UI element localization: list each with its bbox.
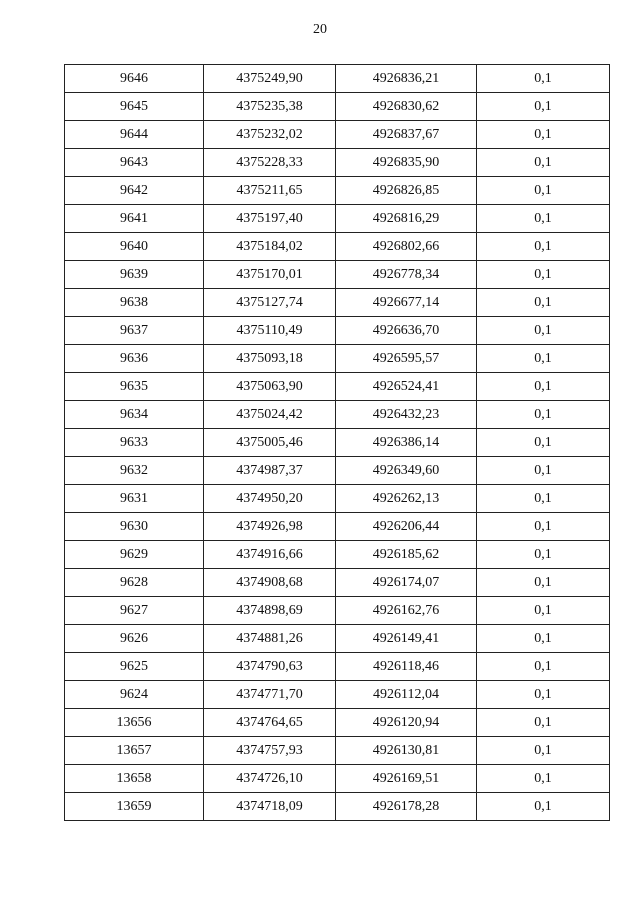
x-coordinate-cell: 4375197,40 [204, 205, 336, 233]
point-number-cell: 9636 [65, 345, 204, 373]
table-row [65, 93, 610, 121]
point-number-cell: 9634 [65, 401, 204, 429]
y-coordinate-cell: 4926802,66 [336, 233, 477, 261]
table-row [65, 625, 610, 653]
y-coordinate-cell: 4926816,29 [336, 205, 477, 233]
coordinates-table [64, 64, 610, 821]
table-row [65, 457, 610, 485]
error-cell: 0,1 [477, 485, 610, 513]
x-coordinate-cell: 4375093,18 [204, 345, 336, 373]
point-number-cell: 9632 [65, 457, 204, 485]
error-cell: 0,1 [477, 317, 610, 345]
x-coordinate-cell: 4374881,26 [204, 625, 336, 653]
y-coordinate-cell: 4926386,14 [336, 429, 477, 457]
table-row [65, 401, 610, 429]
error-cell: 0,1 [477, 513, 610, 541]
x-coordinate-cell: 4375110,49 [204, 317, 336, 345]
y-coordinate-cell: 4926185,62 [336, 541, 477, 569]
y-coordinate-cell: 4926432,23 [336, 401, 477, 429]
x-coordinate-cell: 4375063,90 [204, 373, 336, 401]
table-row [65, 541, 610, 569]
table-row [65, 373, 610, 401]
table-row [65, 569, 610, 597]
coordinates-table-body [65, 65, 610, 821]
point-number-cell: 9639 [65, 261, 204, 289]
x-coordinate-cell: 4374898,69 [204, 597, 336, 625]
point-number-cell: 9629 [65, 541, 204, 569]
error-cell: 0,1 [477, 121, 610, 149]
error-cell: 0,1 [477, 373, 610, 401]
x-coordinate-cell: 4375249,90 [204, 65, 336, 93]
table-row [65, 205, 610, 233]
y-coordinate-cell: 4926162,76 [336, 597, 477, 625]
x-coordinate-cell: 4374757,93 [204, 737, 336, 765]
error-cell: 0,1 [477, 541, 610, 569]
x-coordinate-cell: 4375005,46 [204, 429, 336, 457]
point-number-cell: 9624 [65, 681, 204, 709]
error-cell: 0,1 [477, 569, 610, 597]
y-coordinate-cell: 4926830,62 [336, 93, 477, 121]
table-row [65, 149, 610, 177]
x-coordinate-cell: 4374926,98 [204, 513, 336, 541]
table-row [65, 429, 610, 457]
error-cell: 0,1 [477, 401, 610, 429]
y-coordinate-cell: 4926836,21 [336, 65, 477, 93]
point-number-cell: 13658 [65, 765, 204, 793]
x-coordinate-cell: 4374916,66 [204, 541, 336, 569]
y-coordinate-cell: 4926112,04 [336, 681, 477, 709]
y-coordinate-cell: 4926349,60 [336, 457, 477, 485]
table-row [65, 345, 610, 373]
error-cell: 0,1 [477, 709, 610, 737]
table-row [65, 765, 610, 793]
x-coordinate-cell: 4375211,65 [204, 177, 336, 205]
point-number-cell: 9637 [65, 317, 204, 345]
x-coordinate-cell: 4375184,02 [204, 233, 336, 261]
point-number-cell: 9645 [65, 93, 204, 121]
y-coordinate-cell: 4926677,14 [336, 289, 477, 317]
x-coordinate-cell: 4375127,74 [204, 289, 336, 317]
x-coordinate-cell: 4375170,01 [204, 261, 336, 289]
y-coordinate-cell: 4926178,28 [336, 793, 477, 821]
x-coordinate-cell: 4375232,02 [204, 121, 336, 149]
error-cell: 0,1 [477, 93, 610, 121]
table-row [65, 289, 610, 317]
error-cell: 0,1 [477, 765, 610, 793]
point-number-cell: 13659 [65, 793, 204, 821]
table-row [65, 65, 610, 93]
table-row [65, 177, 610, 205]
error-cell: 0,1 [477, 345, 610, 373]
point-number-cell: 9642 [65, 177, 204, 205]
error-cell: 0,1 [477, 429, 610, 457]
error-cell: 0,1 [477, 597, 610, 625]
point-number-cell: 9627 [65, 597, 204, 625]
x-coordinate-cell: 4375228,33 [204, 149, 336, 177]
x-coordinate-cell: 4374790,63 [204, 653, 336, 681]
error-cell: 0,1 [477, 149, 610, 177]
x-coordinate-cell: 4374718,09 [204, 793, 336, 821]
error-cell: 0,1 [477, 793, 610, 821]
y-coordinate-cell: 4926174,07 [336, 569, 477, 597]
point-number-cell: 9641 [65, 205, 204, 233]
x-coordinate-cell: 4374771,70 [204, 681, 336, 709]
y-coordinate-cell: 4926595,57 [336, 345, 477, 373]
error-cell: 0,1 [477, 457, 610, 485]
point-number-cell: 9635 [65, 373, 204, 401]
table-row [65, 317, 610, 345]
y-coordinate-cell: 4926120,94 [336, 709, 477, 737]
point-number-cell: 9638 [65, 289, 204, 317]
x-coordinate-cell: 4375024,42 [204, 401, 336, 429]
table-row [65, 261, 610, 289]
point-number-cell: 9630 [65, 513, 204, 541]
y-coordinate-cell: 4926118,46 [336, 653, 477, 681]
point-number-cell: 9628 [65, 569, 204, 597]
y-coordinate-cell: 4926636,70 [336, 317, 477, 345]
y-coordinate-cell: 4926778,34 [336, 261, 477, 289]
x-coordinate-cell: 4374764,65 [204, 709, 336, 737]
y-coordinate-cell: 4926130,81 [336, 737, 477, 765]
point-number-cell: 13657 [65, 737, 204, 765]
table-row [65, 513, 610, 541]
page-number: 20 [313, 22, 327, 37]
table-row [65, 121, 610, 149]
table-row [65, 597, 610, 625]
error-cell: 0,1 [477, 653, 610, 681]
point-number-cell: 9644 [65, 121, 204, 149]
x-coordinate-cell: 4374726,10 [204, 765, 336, 793]
x-coordinate-cell: 4375235,38 [204, 93, 336, 121]
error-cell: 0,1 [477, 681, 610, 709]
error-cell: 0,1 [477, 233, 610, 261]
error-cell: 0,1 [477, 177, 610, 205]
y-coordinate-cell: 4926826,85 [336, 177, 477, 205]
y-coordinate-cell: 4926169,51 [336, 765, 477, 793]
point-number-cell: 9643 [65, 149, 204, 177]
table-row [65, 653, 610, 681]
y-coordinate-cell: 4926835,90 [336, 149, 477, 177]
table-row [65, 709, 610, 737]
y-coordinate-cell: 4926524,41 [336, 373, 477, 401]
point-number-cell: 9626 [65, 625, 204, 653]
table-row [65, 681, 610, 709]
x-coordinate-cell: 4374987,37 [204, 457, 336, 485]
table-row [65, 485, 610, 513]
point-number-cell: 9633 [65, 429, 204, 457]
error-cell: 0,1 [477, 625, 610, 653]
point-number-cell: 9646 [65, 65, 204, 93]
error-cell: 0,1 [477, 205, 610, 233]
error-cell: 0,1 [477, 65, 610, 93]
point-number-cell: 9640 [65, 233, 204, 261]
table-row [65, 737, 610, 765]
y-coordinate-cell: 4926262,13 [336, 485, 477, 513]
point-number-cell: 9625 [65, 653, 204, 681]
y-coordinate-cell: 4926149,41 [336, 625, 477, 653]
table-row [65, 793, 610, 821]
error-cell: 0,1 [477, 737, 610, 765]
y-coordinate-cell: 4926206,44 [336, 513, 477, 541]
table-row [65, 233, 610, 261]
x-coordinate-cell: 4374908,68 [204, 569, 336, 597]
point-number-cell: 13656 [65, 709, 204, 737]
x-coordinate-cell: 4374950,20 [204, 485, 336, 513]
point-number-cell: 9631 [65, 485, 204, 513]
error-cell: 0,1 [477, 289, 610, 317]
y-coordinate-cell: 4926837,67 [336, 121, 477, 149]
error-cell: 0,1 [477, 261, 610, 289]
